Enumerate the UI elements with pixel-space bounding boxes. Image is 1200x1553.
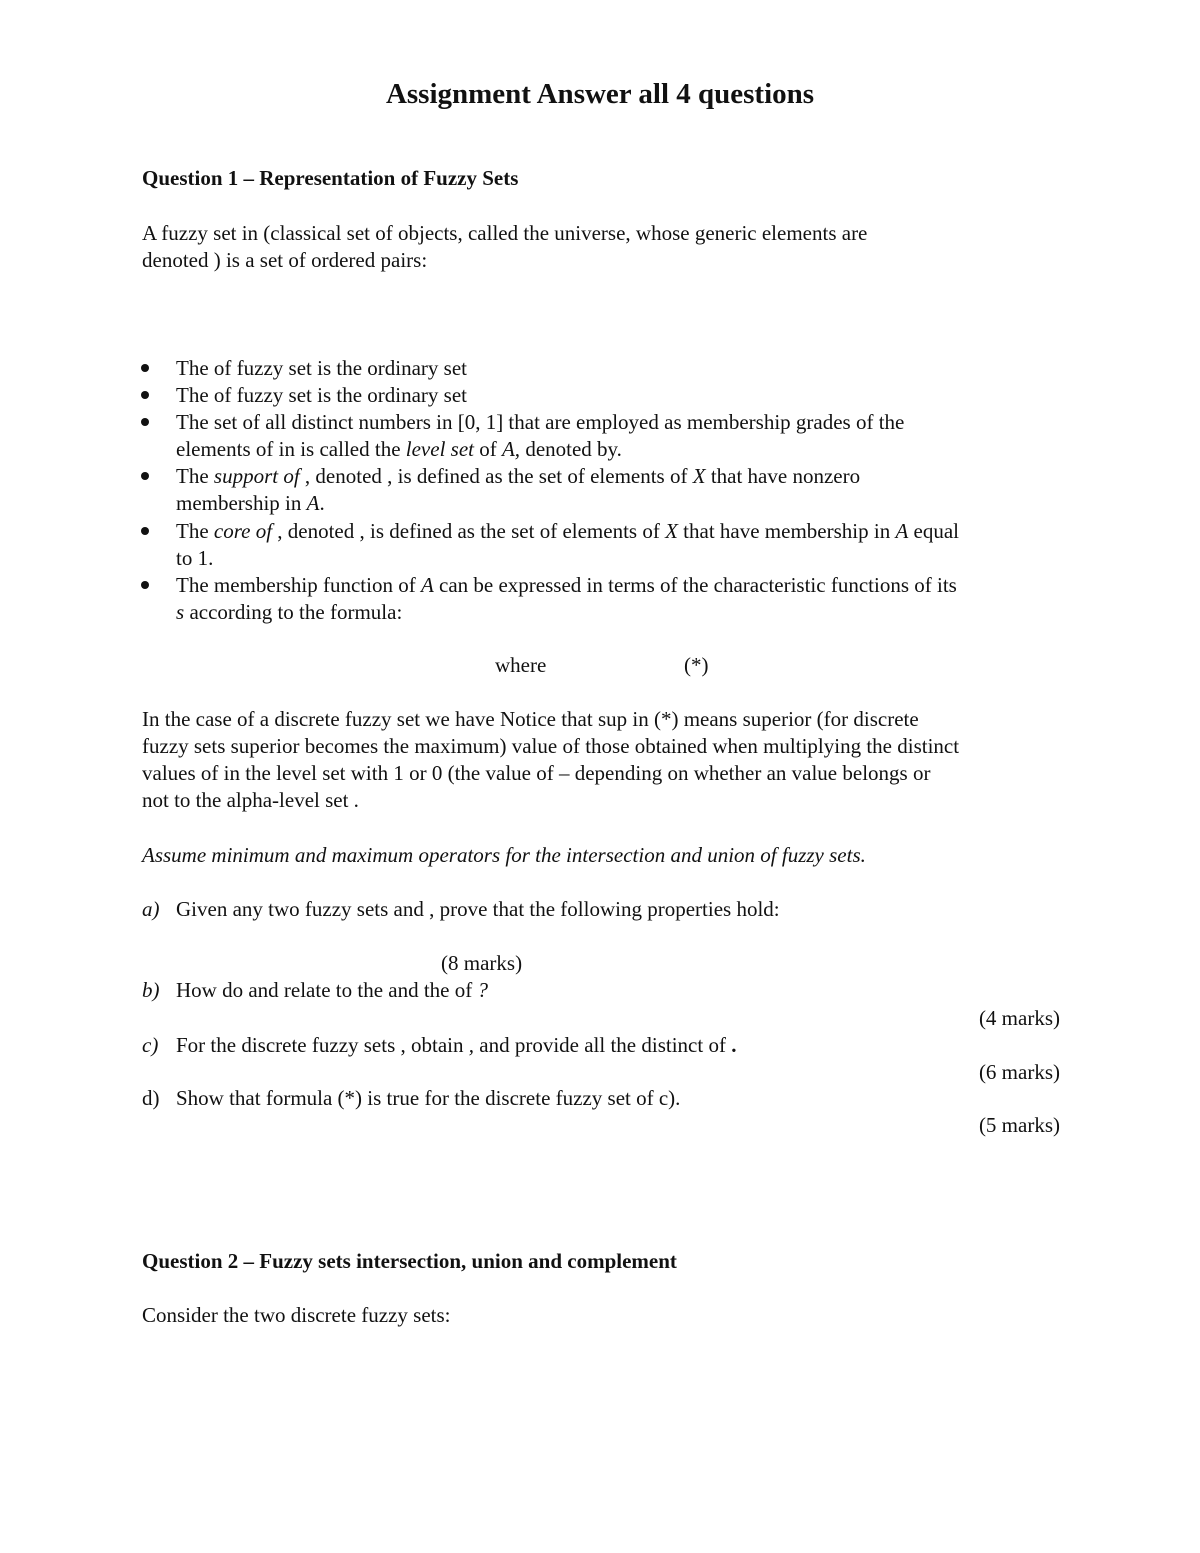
part-d-marks: (5 marks) bbox=[978, 1113, 1060, 1137]
q2-intro: Consider the two discrete fuzzy sets: bbox=[142, 1303, 451, 1327]
q1-bullet-6-line-1: The membership function of A can be expressed in terms of the characteristic functions of its bbox=[176, 573, 957, 597]
q1-intro-line-1: A fuzzy set in (classical set of objects, called the universe, whose generic elements are bbox=[142, 221, 868, 245]
q1-bullet-3-line-2: elements of in is called the level set of A, denoted by. bbox=[176, 437, 622, 461]
bullet-icon bbox=[141, 418, 149, 426]
bullet-icon bbox=[141, 391, 149, 399]
q1-bullet-2: The of fuzzy set is the ordinary set bbox=[176, 383, 467, 407]
q1-paragraph-line-2: fuzzy sets superior becomes the maximum) value of those obtained when multiplying the distinct bbox=[142, 734, 960, 758]
part-d-label: d) bbox=[142, 1086, 160, 1110]
q1-bullet-4-line-2: membership in A. bbox=[176, 491, 325, 515]
formula-where: where bbox=[495, 653, 547, 677]
q1-paragraph-line-4: not to the alpha-level set . bbox=[142, 788, 359, 812]
q1-bullet-3-line-1: The set of all distinct numbers in [0, 1] that are employed as membership grades of the bbox=[176, 410, 905, 434]
formula-star-label: (*) bbox=[684, 653, 709, 677]
part-a-marks: (8 marks) bbox=[441, 951, 523, 975]
q1-bullet-4-line-1: The support of , denoted , is defined as the set of elements of X that have nonzero bbox=[176, 464, 861, 488]
bullet-icon bbox=[141, 472, 149, 480]
q1-bullet-1: The of fuzzy set is the ordinary set bbox=[176, 356, 467, 380]
part-c-label: c) bbox=[142, 1033, 159, 1057]
q1-intro-line-2: denoted ) is a set of ordered pairs: bbox=[142, 248, 428, 272]
bullet-icon bbox=[141, 364, 149, 372]
part-a-text: Given any two fuzzy sets and , prove that the following properties hold: bbox=[176, 897, 780, 921]
q1-bullet-5-line-2: to 1. bbox=[176, 546, 214, 570]
q1-paragraph-line-1: In the case of a discrete fuzzy set we have Notice that sup in (*) means superior (for discrete bbox=[142, 707, 919, 731]
part-b-text: How do and relate to the and the of ? bbox=[176, 978, 488, 1002]
part-a-label: a) bbox=[142, 897, 160, 921]
bullet-icon bbox=[141, 581, 149, 589]
part-d-text: Show that formula (*) is true for the discrete fuzzy set of c). bbox=[176, 1086, 681, 1110]
part-c-marks: (6 marks) bbox=[978, 1060, 1060, 1084]
q1-assumption: Assume minimum and maximum operators for the intersection and union of fuzzy sets. bbox=[142, 843, 866, 867]
part-b-label: b) bbox=[142, 978, 160, 1002]
question-1-heading: Question 1 – Representation of Fuzzy Sets bbox=[142, 166, 519, 190]
bullet-icon bbox=[141, 527, 149, 535]
q1-paragraph-line-3: values of in the level set with 1 or 0 (the value of – depending on whether an value belongs or bbox=[142, 761, 931, 785]
part-b-marks: (4 marks) bbox=[978, 1006, 1060, 1030]
part-c-text: For the discrete fuzzy sets , obtain , and provide all the distinct of . bbox=[176, 1033, 737, 1057]
question-2-heading: Question 2 – Fuzzy sets intersection, union and complement bbox=[142, 1249, 677, 1273]
q1-bullet-6-line-2: s according to the formula: bbox=[176, 600, 403, 624]
page-title: Assignment Answer all 4 questions bbox=[385, 78, 815, 110]
q1-bullet-5-line-1: The core of , denoted , is defined as the set of elements of X that have membership in A equal bbox=[176, 519, 960, 543]
